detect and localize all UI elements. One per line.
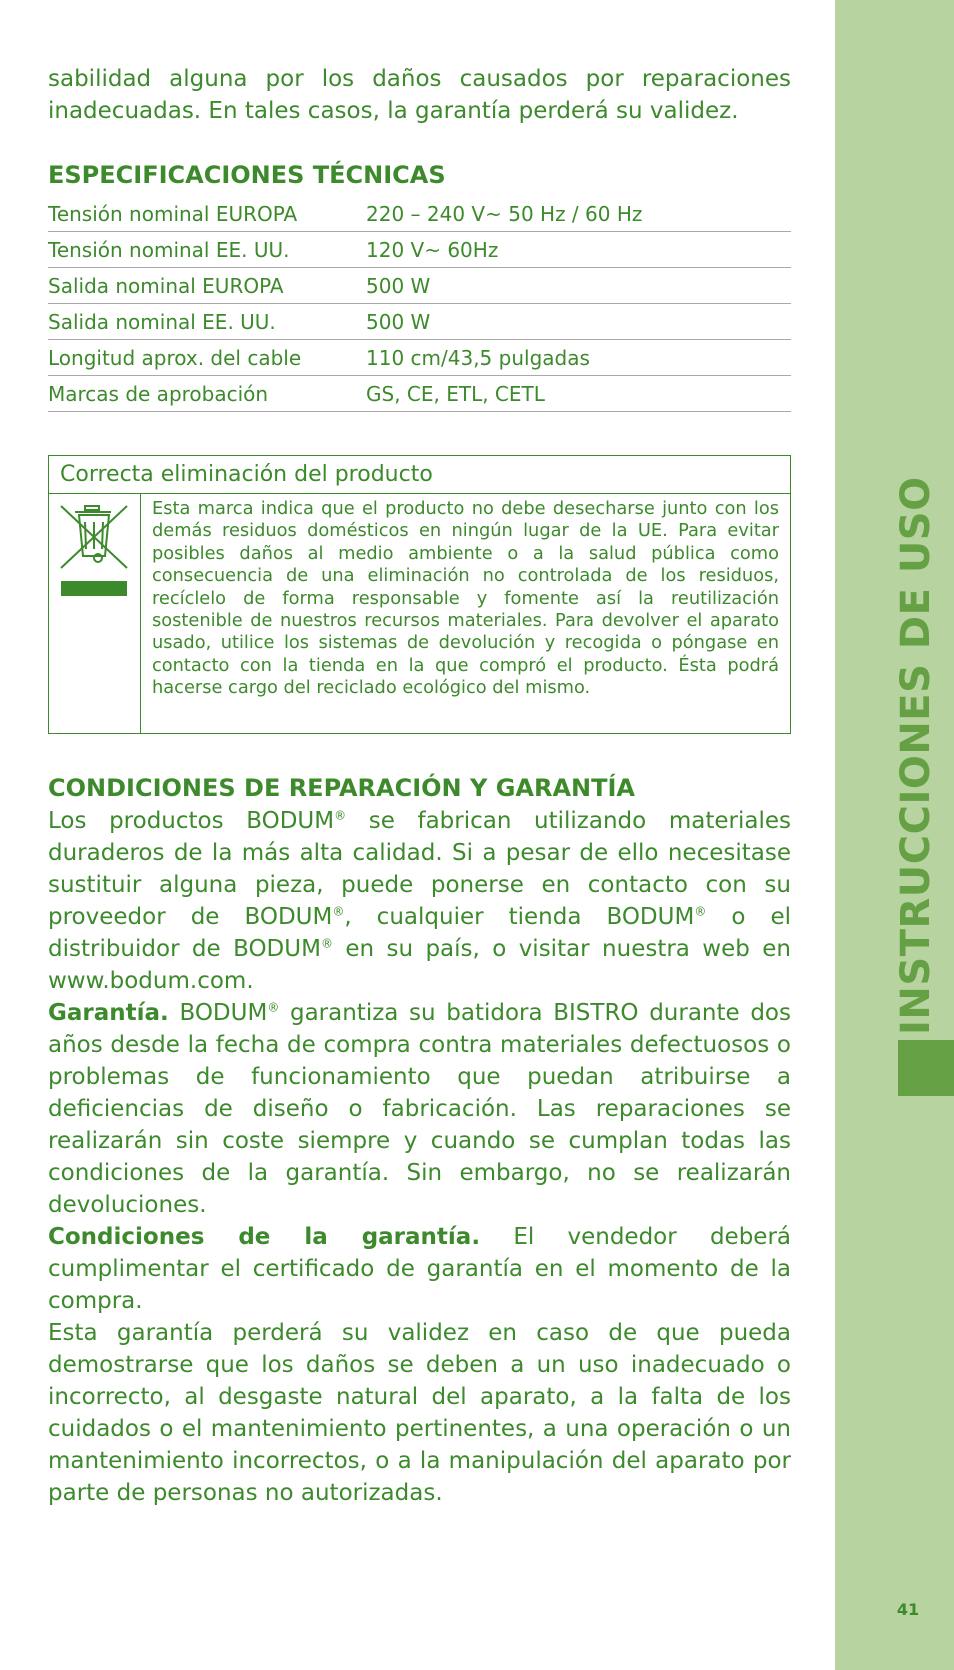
repair-text-segment: se fabrican utilizando materiales duraderos de la más alta calidad. Si a pesar de ello necesitase sustituir alguna pieza, puede ponerse en contacto con su proveedor de BODUM	[48, 808, 791, 930]
spec-value: 120 V~ 60Hz	[366, 232, 791, 268]
repair-text-segment: o el distribuidor de BODUM	[48, 904, 791, 962]
warranty-paragraph	[48, 997, 791, 1221]
spec-row	[48, 304, 791, 340]
spec-row	[48, 268, 791, 304]
page-number: 41	[896, 1600, 920, 1619]
section-tab-marker	[898, 1040, 954, 1096]
crossed-out-wheelie-bin-icon	[49, 494, 140, 604]
specs-table	[48, 196, 791, 412]
spec-value: 110 cm/43,5 pulgadas	[366, 340, 791, 376]
registered-mark: ®	[334, 808, 347, 823]
registered-mark: ®	[332, 904, 345, 919]
repair-text-segment: en su país, o visitar nuestra web en www.bodum.com.	[48, 936, 791, 994]
disposal-icon-cell	[49, 494, 141, 733]
warranty-conditions-paragraph	[48, 1221, 791, 1317]
disposal-title: Correcta eliminación del producto	[49, 456, 790, 494]
spec-label: Marcas de aprobación	[48, 376, 366, 412]
warranty-label: Garantía.	[48, 1000, 169, 1026]
warranty-text-segment: BODUM	[168, 1000, 268, 1026]
section-title-vertical: INSTRUCCIONES DE USO	[893, 476, 939, 1035]
spec-label: Tensión nominal EUROPA	[48, 196, 366, 232]
disposal-notice-box	[48, 455, 791, 734]
intro-paragraph: sabilidad alguna por los daños causados por reparaciones inadecuadas. En tales casos, la garantía perderá su validez.	[48, 66, 791, 124]
spec-value: 500 W	[366, 268, 791, 304]
warranty-void-paragraph: Esta garantía perderá su validez en caso de que pueda demostrarse que los daños se deben a un uso inadecuado o incorrecto, al desgaste natural del aparato, a la falta de los cuidados o el mantenimiento pertinentes, a una operación o un mantenimiento incorrectos, o a la manipulación del aparato por parte de personas no autorizadas.	[48, 1320, 791, 1506]
spec-row	[48, 232, 791, 268]
spec-row	[48, 340, 791, 376]
warranty-text-segment: garantiza su batidora BISTRO durante dos años desde la fecha de compra contra materiales defectuosos o problemas de funcionamiento que puedan atribuirse a deficiencias de diseño o fabricación. Las reparaciones se realizarán sin coste siempre y cuando se cumplan todas las condiciones de la garantía. Sin embargo, no se realizarán devoluciones.	[48, 1000, 791, 1218]
disposal-text: Esta marca indica que el producto no debe desecharse junto con los demás residuos domésticos en ningún lugar de la UE. Para evitar posibles daños al medio ambiente o a la salud pública como consecuencia de una eliminación no controlada de los residuos, recíclelo de forma responsable y fomente así la reutilización sostenible de nuestros recursos materiales. Para devolver el aparato usado, utilice los sistemas de devolución y recogida o póngase en contacto con la tienda en la que compró el producto. Ésta podrá hacerse cargo del reciclado ecológico del mismo.	[152, 498, 779, 699]
spec-label: Longitud aprox. del cable	[48, 340, 366, 376]
registered-mark: ®	[320, 936, 333, 951]
repair-text-segment: Los productos BODUM	[48, 808, 335, 834]
registered-mark: ®	[267, 1000, 280, 1015]
warranty-conditions-text: El vendedor deberá cumplimentar el certificado de garantía en el momento de la compra.	[48, 1224, 792, 1314]
spec-row	[48, 376, 791, 412]
repair-warranty-body	[48, 805, 791, 1509]
repair-warranty-heading: CONDICIONES DE REPARACIÓN Y GARANTÍA	[48, 774, 635, 802]
spec-value: GS, CE, ETL, CETL	[366, 376, 791, 412]
registered-mark: ®	[694, 904, 707, 919]
specs-heading: ESPECIFICACIONES TÉCNICAS	[48, 161, 446, 189]
spec-label: Salida nominal EUROPA	[48, 268, 366, 304]
repair-text-segment: , cualquier tienda BODUM	[344, 904, 695, 930]
warranty-conditions-label: Condiciones de la garantía.	[48, 1224, 481, 1250]
spec-value: 220 – 240 V~ 50 Hz / 60 Hz	[366, 196, 791, 232]
repair-paragraph	[48, 805, 791, 997]
spec-row	[48, 196, 791, 232]
spec-label: Salida nominal EE. UU.	[48, 304, 366, 340]
spec-value: 500 W	[366, 304, 791, 340]
spec-label: Tensión nominal EE. UU.	[48, 232, 366, 268]
